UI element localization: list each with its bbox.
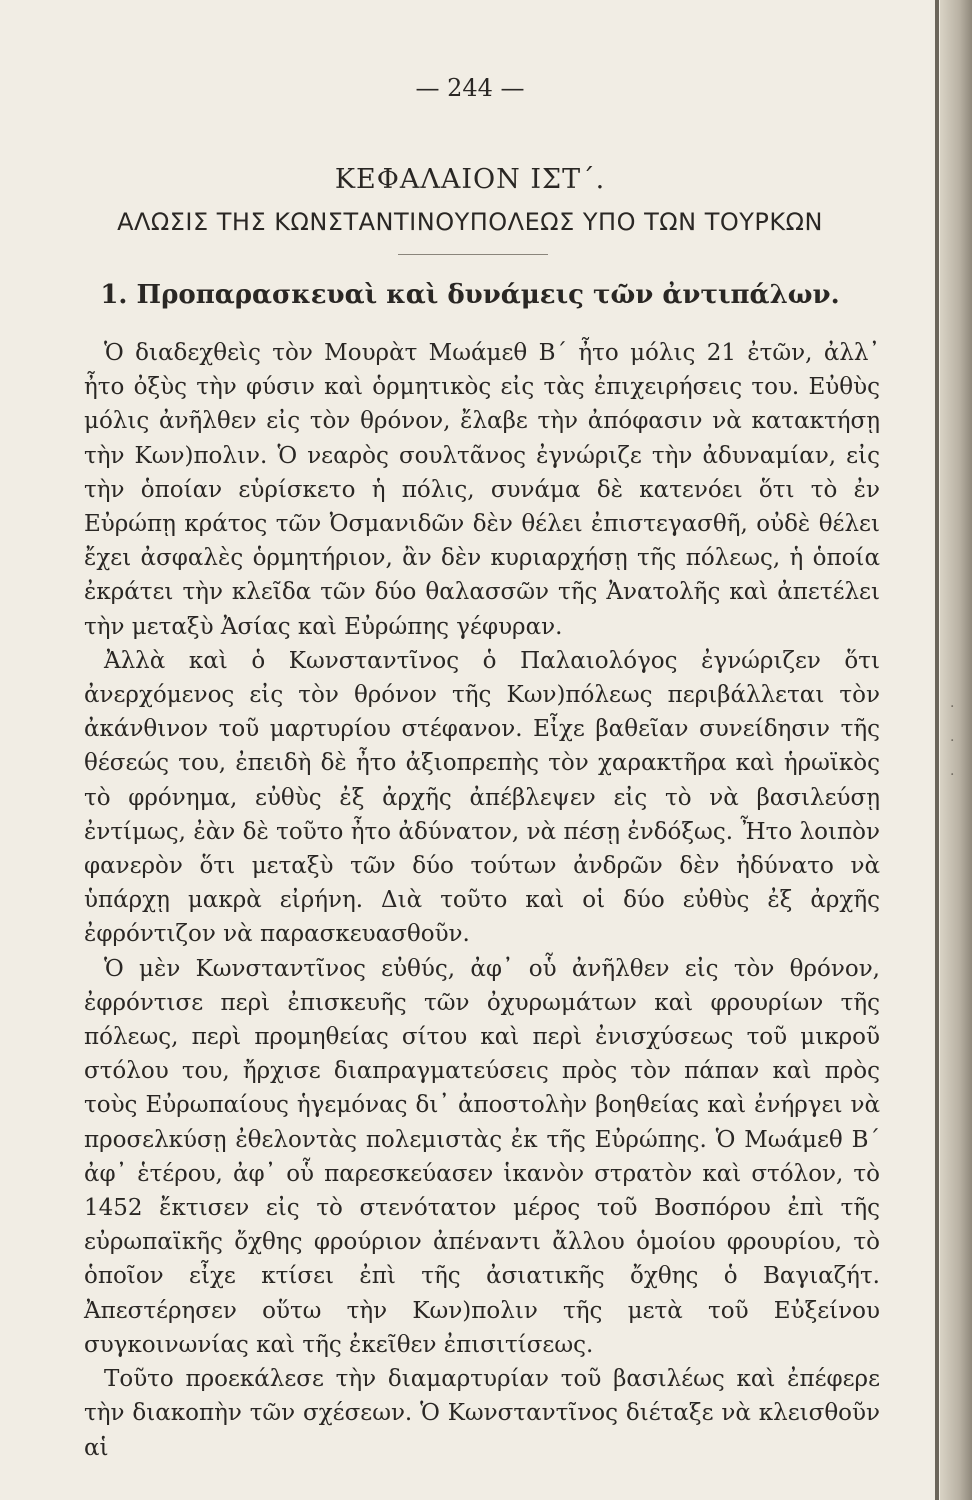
paragraph-4: Τοῦτο προεκάλεσε τὴν διαμαρτυρίαν τοῦ βασιλέως καὶ ἐπέφερε τὴν διακοπὴν τῶν σχέσεων. Ὁ Κωνσταντῖνος διέταξε νὰ κλεισθοῦν αἱ <box>84 1366 880 1461</box>
margin-mark: · <box>950 733 955 749</box>
chapter-title: ΚΕΦΑΛΑΙΟΝ ΙΣΤ΄. <box>334 164 606 195</box>
bleed-through-marks <box>950 690 970 792</box>
body-text <box>84 336 880 1465</box>
paragraph-3: Ὁ μὲν Κωνσταντῖνος εὐθύς, ἀφ᾽ οὗ ἀνῆλθεν εἰς τὸν θρόνον, ἐφρόντισε περὶ ἐπισκευῆς τῶν ὀχυρωμάτων καὶ φρουρίων τῆς πόλεως, περὶ προμηθείας σίτου καὶ περὶ ἐνισχύσεως τοῦ μικροῦ στόλου του, ἤρχισε διαπραγματεύσεις πρὸς τὸν πάπαν καὶ πρὸς τοὺς Εὐρωπαίους ἡγεμόνας δι᾽ ἀποστολὴν βοηθείας καὶ ἐνήργει νὰ προσελκύσῃ ἐθελοντὰς πολεμιστὰς ἐκ τῆς Εὐρώπης. Ὁ Μωάμεθ Β΄ ἀφ᾽ ἑτέρου, ἀφ᾽ οὗ παρεσκεύασεν ἱκανὸν στρατὸν καὶ στόλον, τὸ 1452 ἔκτισεν εἰς τὸ στενότατον μέρος τοῦ Βοσπόρου ἐπὶ τῆς εὐρωπαϊκῆς ὄχθης φρούριον ἀπέναντι ἄλλου ὁμοίου φρουρίου, τὸ ὁποῖον εἶχε κτίσει ἐπὶ τῆς ἀσιατικῆς ὄχθης ὁ Βαγιαζήτ. Ἀπεστέρησεν οὕτω τὴν Κων)πολιν τῆς μετὰ τοῦ Εὐξείνου συγκοινωνίας καὶ τῆς ἐκεῖθεν ἐπισιτίσεως. <box>84 955 880 1358</box>
section-heading: 1. Προπαρασκευαὶ καὶ δυνάμεις τῶν ἀντιπάλων. <box>100 280 840 310</box>
page-number: — 244 — <box>415 74 525 102</box>
margin-mark: · <box>950 767 955 783</box>
margin-mark: · <box>950 699 955 715</box>
paragraph-1: Ὁ διαδεχθεὶς τὸν Μουρὰτ Μωάμεθ Β΄ ἦτο μόλις 21 ἐτῶν, ἀλλ᾽ ἦτο ὀξὺς τὴν φύσιν καὶ ὁρμητικὸς εἰς τὰς ἐπιχειρήσεις του. Εὐθὺς μόλις ἀνῆλθεν εἰς τὸν θρόνον, ἔλαβε τὴν ἀπόφασιν νὰ κατακτήσῃ τὴν Κων)πολιν. Ὁ νεαρὸς σουλτᾶνος ἐγνώριζε τὴν ἀδυναμίαν, εἰς τὴν ὁποίαν εὑρίσκετο ἡ πόλις, συνάμα δὲ κατενόει ὅτι τὸ ἐν Εὐρώπῃ κράτος τῶν Ὀσμανιδῶν δὲν θέλει ἐπιστεγασθῆ, οὐδὲ θέλει ἔχει ἀσφαλὲς ὁρμητήριον, ἂν δὲν κυριαρχήσῃ τῆς πόλεως, ἡ ὁποία ἐκράτει τὴν κλεῖδα τῶν δύο θαλασσῶν τῆς Ἀνατολῆς καὶ ἀπετέλει τὴν μεταξὺ Ἀσίας καὶ Εὐρώπης γέφυραν. <box>84 340 880 640</box>
paragraph-2: Ἀλλὰ καὶ ὁ Κωνσταντῖνος ὁ Παλαιολόγος ἐγνώριζεν ὅτι ἀνερχόμενος εἰς τὸν θρόνον τῆς Κων)πόλεως περιβάλλεται τὸν ἀκάνθινον τοῦ μαρτυρίου στέφανον. Εἶχε βαθεῖαν συνείδησιν τῆς θέσεώς του, ἐπειδὴ δὲ ἦτο ἀξιοπρεπὴς τὸν χαρακτῆρα καὶ ἡρωϊκὸς τὸ φρόνημα, εὐθὺς ἐξ ἀρχῆς ἀπέβλεψεν εἰς τὸ νὰ βασιλεύσῃ ἐντίμως, ἐὰν δὲ τοῦτο ἦτο ἀδύνατον, νὰ πέσῃ ἐνδόξως. Ἦτο λοιπὸν φανερὸν ὅτι μεταξὺ τῶν δύο τούτων ἀνδρῶν δὲν ἠδύνατο νὰ ὑπάρχῃ μακρὰ εἰρήνη. Διὰ τοῦτο καὶ οἱ δύο εὐθὺς ἐξ ἀρχῆς ἐφρόντιζον νὰ παρασκευασθοῦν. <box>84 647 880 948</box>
chapter-subtitle: ΑΛΩΣΙΣ ΤΗΣ ΚΩΝΣΤΑΝΤΙΝΟΥΠΟΛΕΩΣ ΥΠΟ ΤΩΝ ΤΟΥΡΚΩΝ <box>117 208 823 236</box>
title-divider <box>398 254 548 255</box>
